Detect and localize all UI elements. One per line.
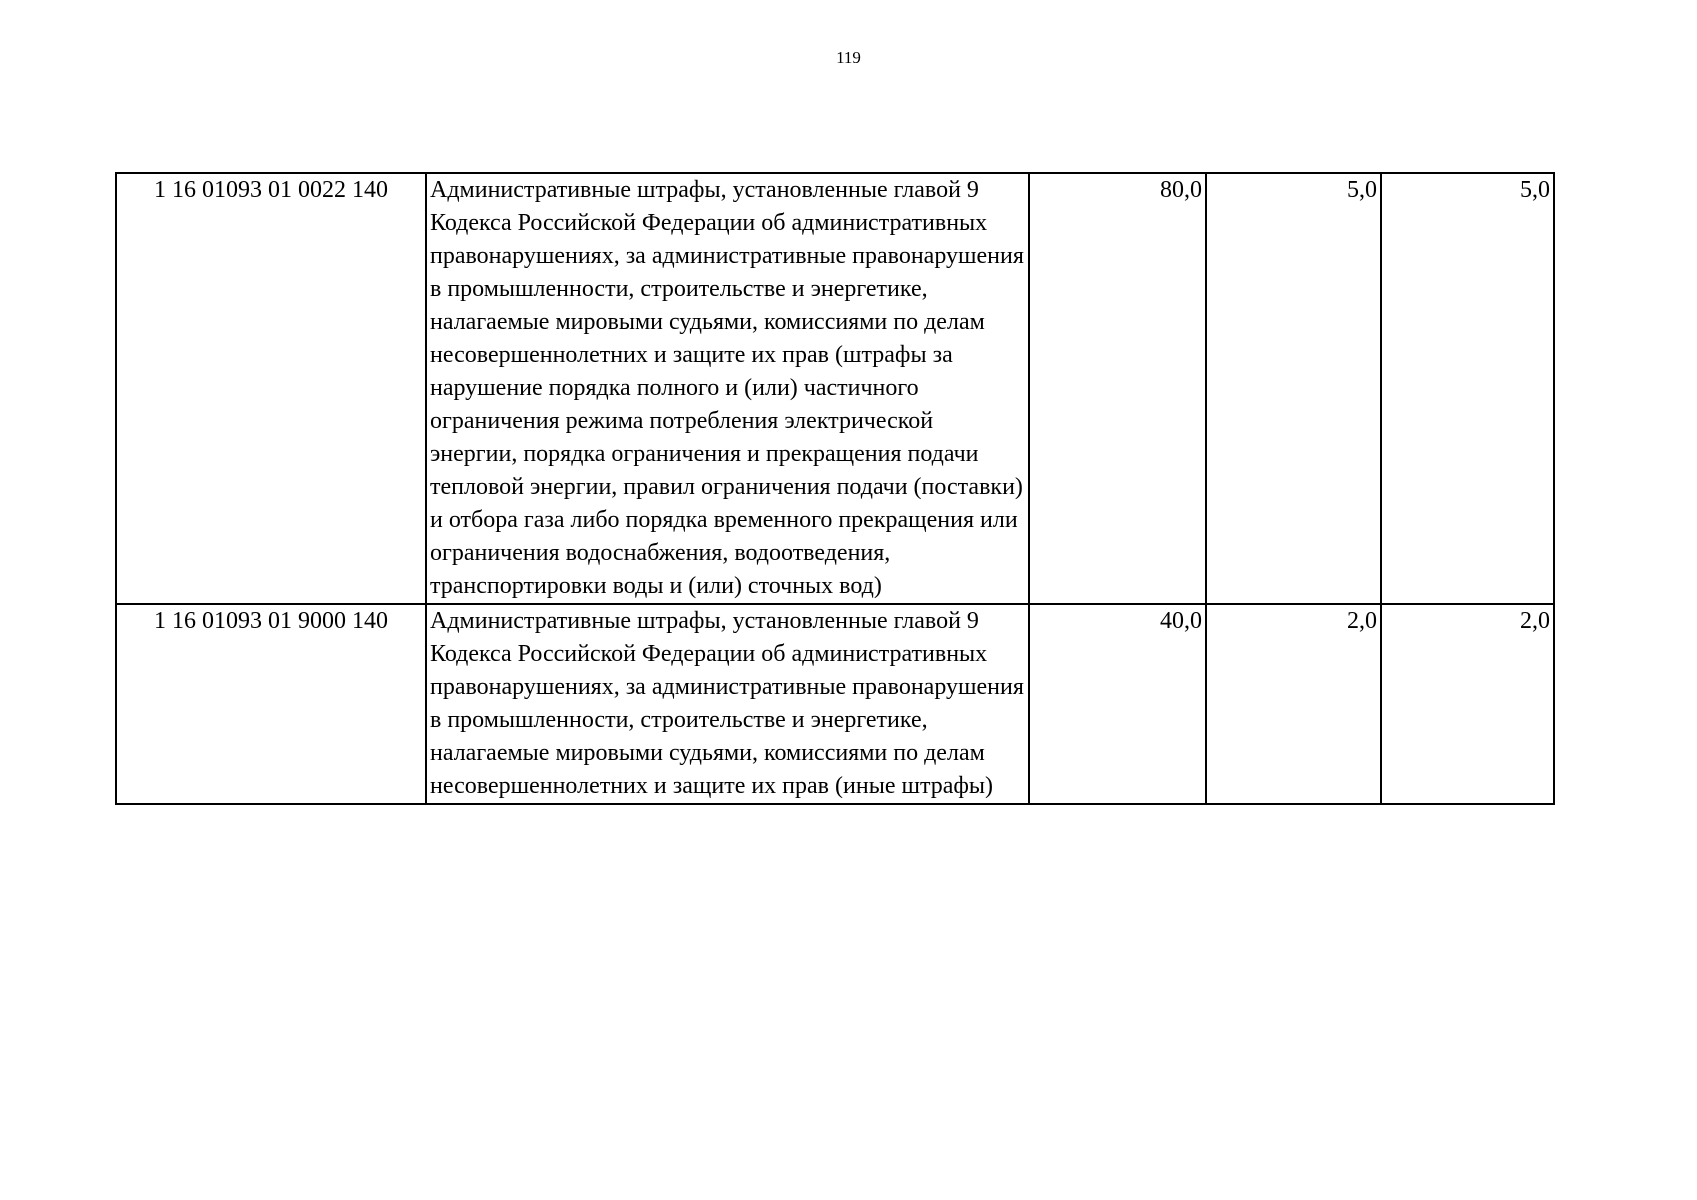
table-row	[116, 604, 1554, 804]
revenue-table	[115, 172, 1555, 805]
page-number: 119	[836, 48, 861, 67]
value-cell-1: 80,0	[1029, 173, 1206, 604]
description-cell: Административные штрафы, установленные главой 9 Кодекса Российской Федерации об административных правонарушениях, за административные правонарушения в промышленности, строительстве и энергетике, налагаемые мировыми судьями, комиссиями по делам несовершеннолетних и защите их прав (иные штрафы)	[426, 604, 1029, 804]
budget-code-cell: 1 16 01093 01 0022 140	[116, 173, 426, 604]
value-cell-1: 40,0	[1029, 604, 1206, 804]
budget-code-cell: 1 16 01093 01 9000 140	[116, 604, 426, 804]
table-row	[116, 173, 1554, 604]
value-cell-2: 2,0	[1206, 604, 1381, 804]
description-cell: Административные штрафы, установленные главой 9 Кодекса Российской Федерации об административных правонарушениях, за административные правонарушения в промышленности, строительстве и энергетике, налагаемые мировыми судьями, комиссиями по делам несовершеннолетних и защите их прав (штрафы за нарушение порядка полного и (или) частичного ограничения режима потребления электрической энергии, порядка ограничения и прекращения подачи тепловой энергии, правил ограничения подачи (поставки) и отбора газа либо порядка временного прекращения или ограничения водоснабжения, водоотведения, транспортировки воды и (или) сточных вод)	[426, 173, 1029, 604]
value-cell-3: 5,0	[1381, 173, 1554, 604]
value-cell-2: 5,0	[1206, 173, 1381, 604]
value-cell-3: 2,0	[1381, 604, 1554, 804]
